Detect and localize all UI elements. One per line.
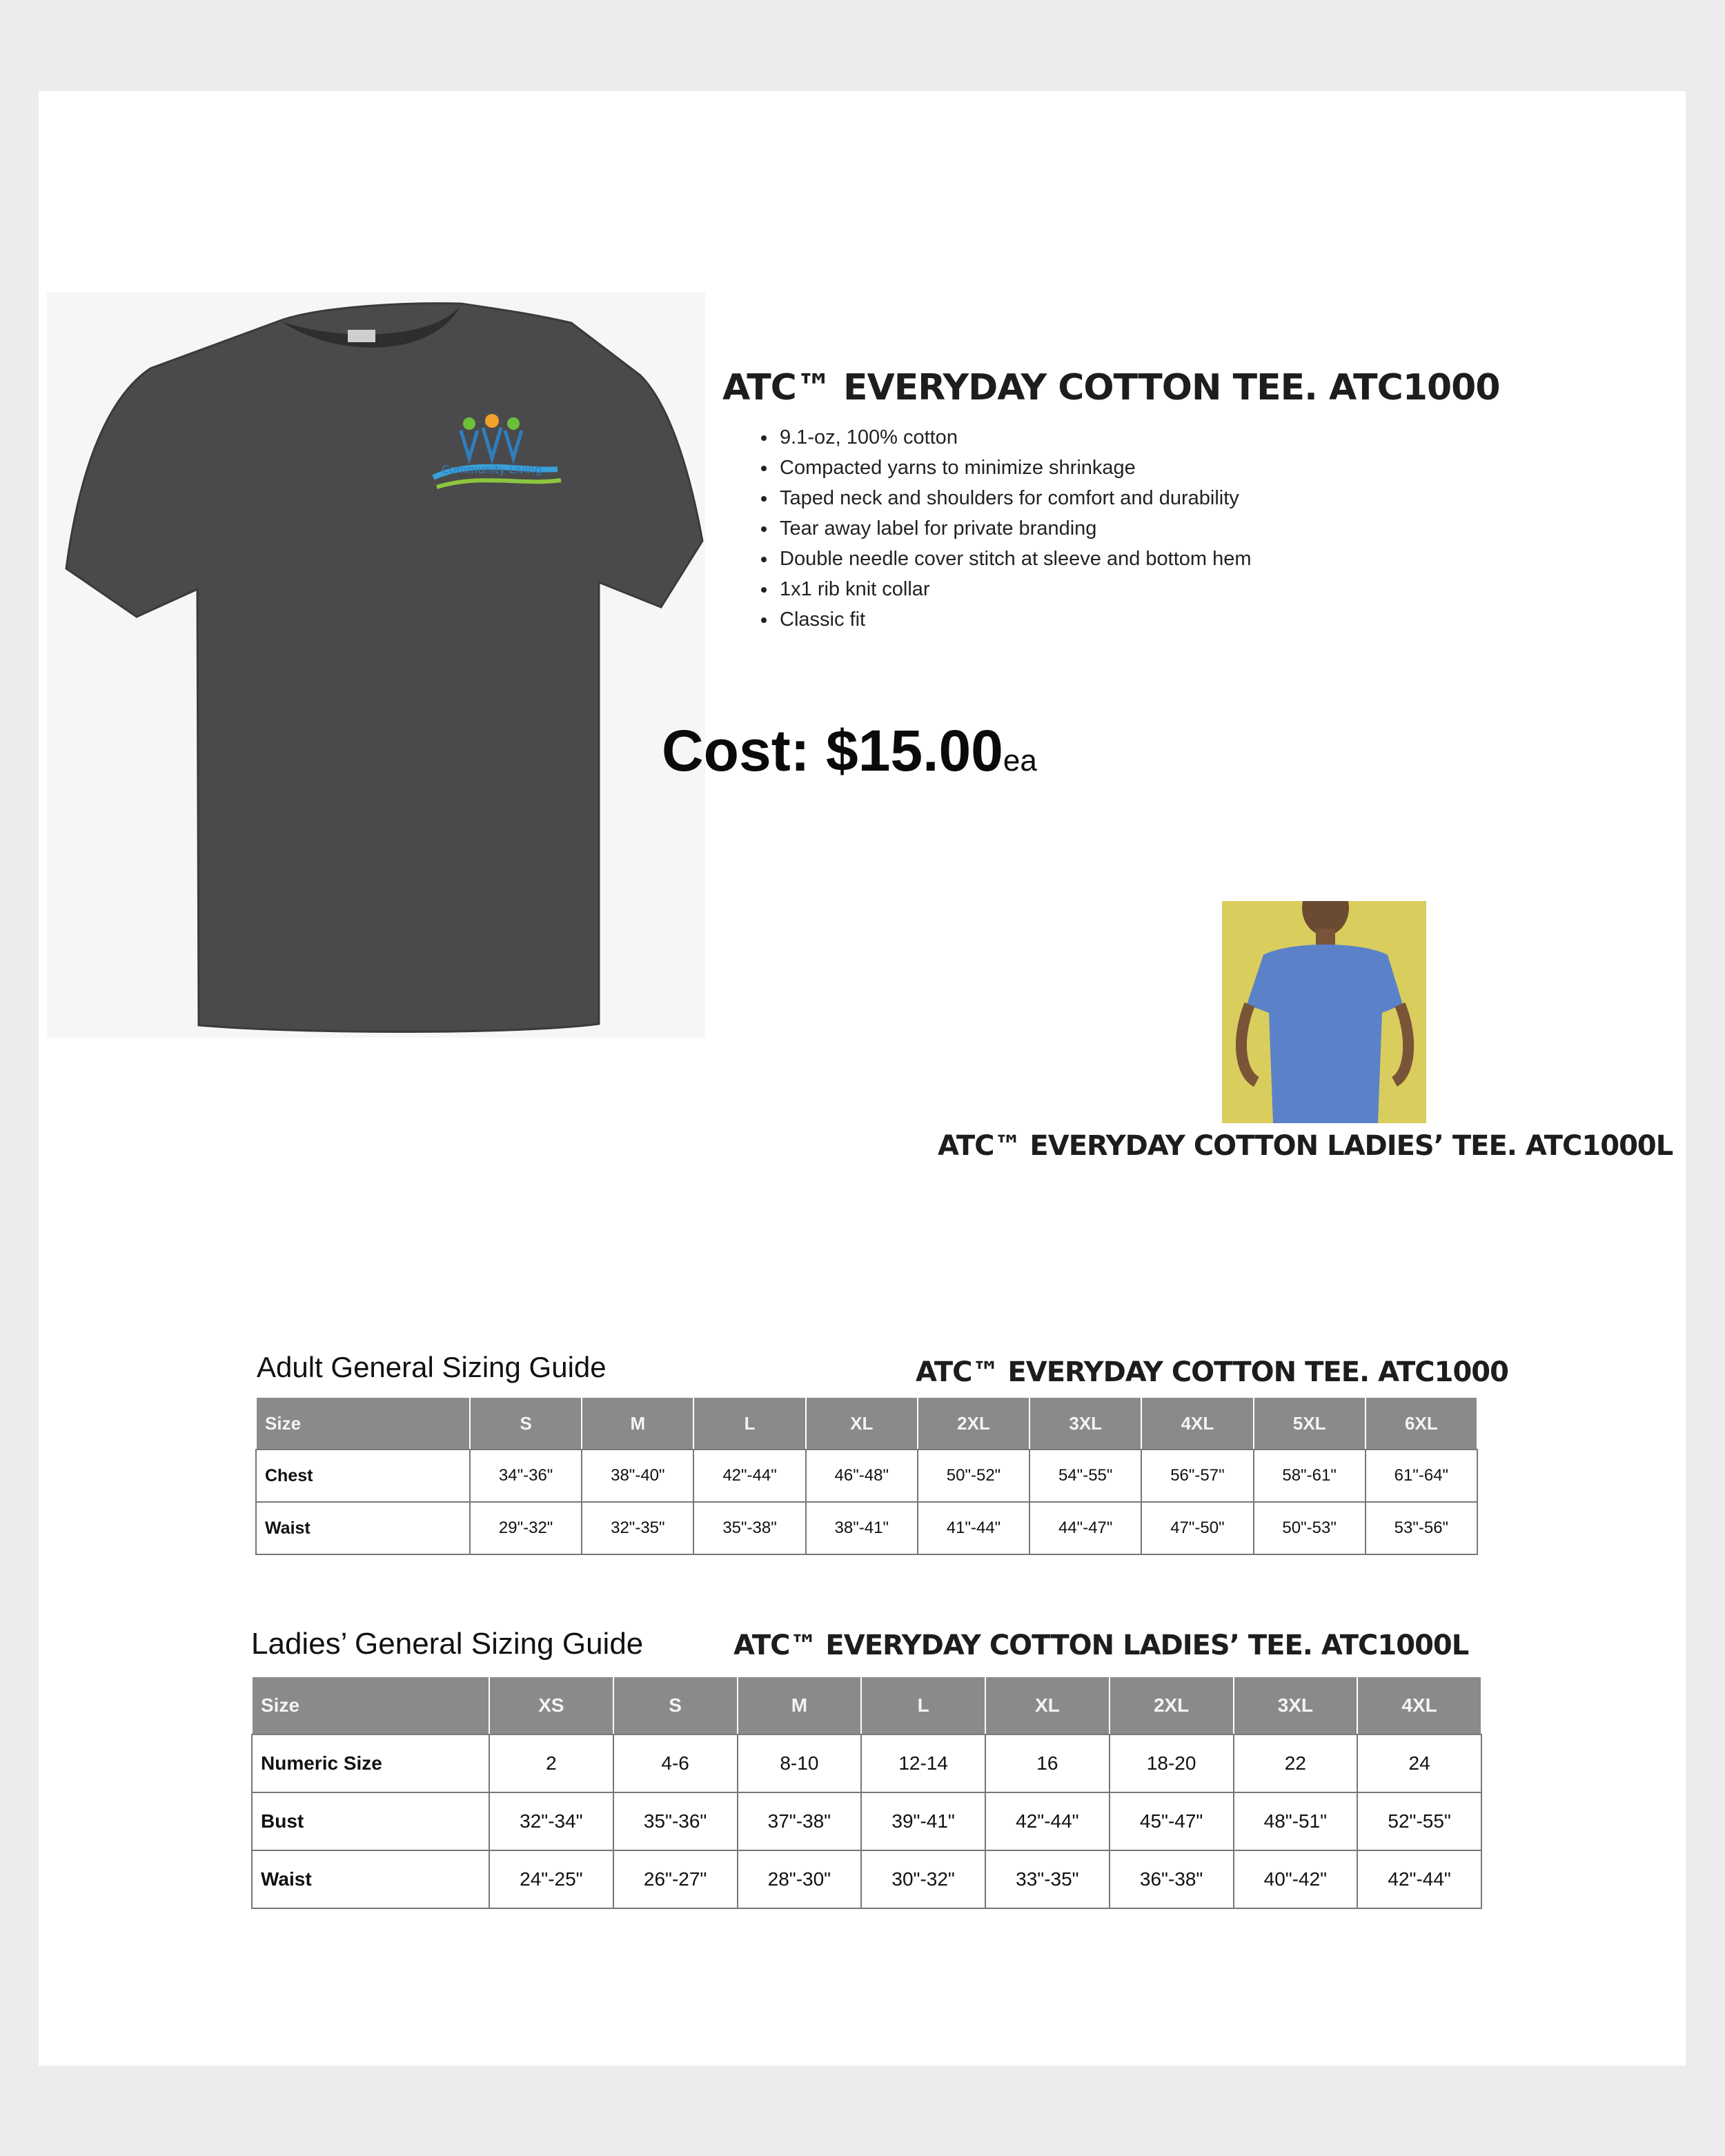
column-header: M xyxy=(738,1677,862,1734)
table-cell: 54"-55" xyxy=(1029,1450,1141,1502)
cost-value: Cost: $15.00 xyxy=(662,718,1003,783)
column-header: 4XL xyxy=(1357,1677,1481,1734)
feature-item: • Compacted yarns to minimize shrinkage xyxy=(777,453,1301,483)
table-cell: 41"-44" xyxy=(918,1502,1029,1554)
feature-item: • Taped neck and shoulders for comfort and durability xyxy=(777,483,1301,513)
table-cell: 35"-36" xyxy=(613,1792,738,1850)
table-header-row xyxy=(252,1677,1481,1734)
table-cell: 53"-56" xyxy=(1366,1502,1477,1554)
table-cell: 38"-40" xyxy=(582,1450,693,1502)
table-cell: 33"-35" xyxy=(985,1850,1110,1908)
column-header: XS xyxy=(489,1677,613,1734)
column-header: S xyxy=(470,1397,582,1450)
table-cell: 24 xyxy=(1357,1734,1481,1792)
table-cell: 56"-57" xyxy=(1141,1450,1253,1502)
tee-product-photo xyxy=(47,293,705,1038)
ladies-guide-title: Ladies’ General Sizing Guide xyxy=(251,1627,644,1661)
table-cell: 8-10 xyxy=(738,1734,862,1792)
table-cell: 46"-48" xyxy=(806,1450,918,1502)
tee-shirt-shape xyxy=(66,304,702,1032)
adult-guide-title: Adult General Sizing Guide xyxy=(257,1351,607,1383)
column-header: XL xyxy=(806,1397,918,1450)
table-cell: 52"-55" xyxy=(1357,1792,1481,1850)
table-cell: 28"-30" xyxy=(738,1850,862,1908)
column-header: 3XL xyxy=(1029,1397,1141,1450)
table-cell: 39"-41" xyxy=(861,1792,985,1850)
product-title: ATC™ EVERYDAY COTTON TEE. ATC1000 xyxy=(722,367,1500,408)
column-header: Size xyxy=(252,1677,489,1734)
column-header: M xyxy=(582,1397,693,1450)
table-cell: 32"-35" xyxy=(582,1502,693,1554)
table-cell: 18-20 xyxy=(1110,1734,1234,1792)
table-cell: 61"-64" xyxy=(1366,1450,1477,1502)
feature-item: • 1x1 rib knit collar xyxy=(777,574,1301,604)
feature-item: • Classic fit xyxy=(777,604,1301,635)
table-cell: 4-6 xyxy=(613,1734,738,1792)
column-header: 4XL xyxy=(1141,1397,1253,1450)
table-row xyxy=(256,1502,1477,1554)
table-cell: 58"-61" xyxy=(1254,1450,1366,1502)
column-header: 5XL xyxy=(1254,1397,1366,1450)
table-row xyxy=(252,1792,1481,1850)
table-cell: 44"-47" xyxy=(1029,1502,1141,1554)
table-cell: 32"-34" xyxy=(489,1792,613,1850)
column-header: XL xyxy=(985,1677,1110,1734)
table-cell: 29"-32" xyxy=(470,1502,582,1554)
feature-item: • Tear away label for private branding xyxy=(777,513,1301,544)
table-cell: 30"-32" xyxy=(861,1850,985,1908)
table-row xyxy=(256,1450,1477,1502)
column-header: S xyxy=(613,1677,738,1734)
table-cell: 42"-44" xyxy=(693,1450,805,1502)
row-label: Waist xyxy=(252,1850,489,1908)
feature-item: • 9.1-oz, 100% cotton xyxy=(777,422,1301,453)
ladies-size-table xyxy=(251,1676,1482,1909)
table-cell: 35"-38" xyxy=(693,1502,805,1554)
adult-guide-product: ATC™ EVERYDAY COTTON TEE. ATC1000 xyxy=(916,1356,1508,1388)
cost-label xyxy=(662,718,1037,784)
table-row xyxy=(252,1734,1481,1792)
table-cell: 50"-53" xyxy=(1254,1502,1366,1554)
feature-item: • Double needle cover stitch at sleeve and bottom hem xyxy=(777,544,1301,574)
table-cell: 26"-27" xyxy=(613,1850,738,1908)
row-label: Numeric Size xyxy=(252,1734,489,1792)
row-label: Chest xyxy=(256,1450,470,1502)
table-cell: 37"-38" xyxy=(738,1792,862,1850)
table-cell: 45"-47" xyxy=(1110,1792,1234,1850)
cost-unit: ea xyxy=(1003,744,1037,778)
table-cell: 40"-42" xyxy=(1234,1850,1358,1908)
column-header: 3XL xyxy=(1234,1677,1358,1734)
table-cell: 50"-52" xyxy=(918,1450,1029,1502)
table-cell: 2 xyxy=(489,1734,613,1792)
column-header: L xyxy=(861,1677,985,1734)
table-row xyxy=(252,1850,1481,1908)
ladies-guide-product: ATC™ EVERYDAY COTTON LADIES’ TEE. ATC1000L xyxy=(733,1630,1469,1661)
ladies-tee-photo xyxy=(1222,901,1426,1123)
tear-away-label xyxy=(348,330,375,342)
document-page xyxy=(39,91,1686,2066)
table-cell: 12-14 xyxy=(861,1734,985,1792)
column-header: L xyxy=(693,1397,805,1450)
logo-text: Community Living xyxy=(442,463,542,476)
column-header: 2XL xyxy=(1110,1677,1234,1734)
table-cell: 47"-50" xyxy=(1141,1502,1253,1554)
table-cell: 42"-44" xyxy=(985,1792,1110,1850)
table-cell: 16 xyxy=(985,1734,1110,1792)
table-cell: 22 xyxy=(1234,1734,1358,1792)
column-header: 6XL xyxy=(1366,1397,1477,1450)
table-cell: 24"-25" xyxy=(489,1850,613,1908)
row-label: Bust xyxy=(252,1792,489,1850)
table-cell: 48"-51" xyxy=(1234,1792,1358,1850)
adult-size-table xyxy=(255,1396,1478,1555)
table-cell: 34"-36" xyxy=(470,1450,582,1502)
table-cell: 38"-41" xyxy=(806,1502,918,1554)
column-header: Size xyxy=(256,1397,470,1450)
table-header-row xyxy=(256,1397,1477,1450)
table-cell: 36"-38" xyxy=(1110,1850,1234,1908)
feature-list xyxy=(751,422,1301,635)
table-cell: 42"-44" xyxy=(1357,1850,1481,1908)
ladies-product-title: ATC™ EVERYDAY COTTON LADIES’ TEE. ATC1000L xyxy=(938,1130,1673,1162)
row-label: Waist xyxy=(256,1502,470,1554)
column-header: 2XL xyxy=(918,1397,1029,1450)
